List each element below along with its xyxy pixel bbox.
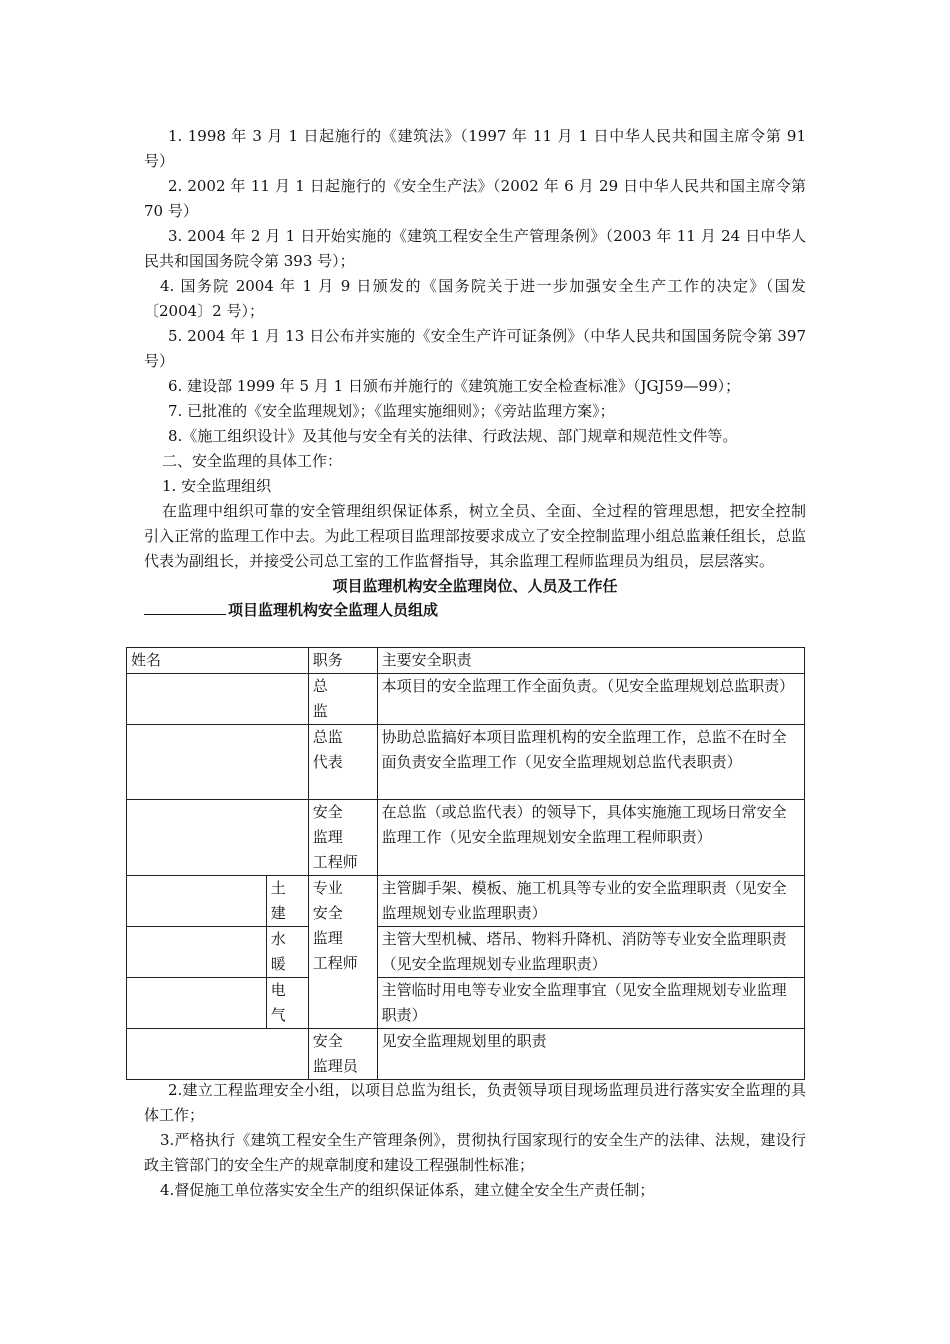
header-name: 姓名: [127, 648, 309, 674]
basis-item-6: 6. 建设部 1999 年 5 月 1 日颁布并施行的《建筑施工安全检查标准》（JGJ59—99）；: [168, 377, 741, 395]
section-heading: 二、安全监理的具体工作：: [162, 452, 343, 470]
work-item-4: 4.督促施工单位落实安全生产的组织保证体系，建立健全安全生产责任制；: [160, 1181, 655, 1199]
post-cell: 总监 代表: [308, 725, 377, 800]
duty-cell: 主管脚手架、模板、施工机具等专业的安全监理职责（见安全监理规划专业监理职责）: [377, 876, 804, 927]
table-title: 项目监理机构安全监理岗位、人员及工作任: [332, 577, 618, 595]
duty-cell: 主管临时用电等专业安全监理事宜（见安全监理规划专业监理职责）: [377, 978, 804, 1029]
duty-cell: 本项目的安全监理工作全面负责。（见安全监理规划总监职责）: [377, 674, 804, 725]
table-row: [127, 1029, 805, 1080]
table-header-row: [127, 648, 805, 674]
staff-table: [126, 647, 805, 1080]
basis-item-3: 3. 2004 年 2 月 1 日开始实施的《建筑工程安全生产管理条例》（2003 年 11 月 24 日中华人民共和国国务院令第 393 号）；: [144, 227, 806, 270]
table-row: [127, 927, 805, 978]
name-cell: [127, 1029, 309, 1080]
basis-item-5: 5. 2004 年 1 月 13 日公布并实施的《安全生产许可证条例》（中华人民共和国国务院令第 397 号）: [144, 327, 806, 370]
header-duty: 主要安全职责: [377, 648, 804, 674]
duty-cell: 协助总监搞好本项目监理机构的安全监理工作，总监不在时全面负责安全监理工作（见安全监理规划总监代表职责）: [377, 725, 804, 800]
specialty-cell: 电 气: [266, 978, 308, 1029]
after-table-text: [144, 1078, 806, 1203]
section-paragraph: 在监理中组织可靠的安全管理组织保证体系，树立全员、全面、全过程的管理思想，把安全控制引入正常的监理工作中去。为此工程项目监理部按要求成立了安全控制监理小组总监兼任组长，总监代表为副组长，并接受公司总工室的工作监督指导，其余监理工程师监理员为组员，层层落实。: [144, 502, 806, 570]
name-cell: [127, 725, 309, 800]
table-subtitle: [144, 599, 806, 621]
table-row: [127, 800, 805, 876]
table-row: [127, 876, 805, 927]
name-cell: [127, 927, 267, 978]
post-cell: 专业 安全 监理 工程师: [308, 876, 377, 1029]
table-row: [127, 978, 805, 1029]
basis-item-7: 7. 已批准的《安全监理规划》；《监理实施细则》；《旁站监理方案》；: [168, 402, 615, 420]
document-body: [144, 124, 806, 621]
section-subheading: 1. 安全监理组织: [162, 477, 272, 495]
name-cell: [127, 674, 309, 725]
table-row: [127, 674, 805, 725]
basis-item-1: 1. 1998 年 3 月 1 日起施行的《建筑法》（1997 年 11 月 1 日中华人民共和国主席令第 91 号）: [144, 127, 806, 170]
work-item-2: 2.建立工程监理安全小组，以项目总监为组长，负责领导项目现场监理员进行落实安全监理的具体工作；: [144, 1081, 806, 1124]
table-row: [127, 725, 805, 800]
name-cell: [127, 876, 267, 927]
basis-item-4: 4. 国务院 2004 年 1 月 9 日颁发的《国务院关于进一步加强安全生产工作的决定》（国发〔2004〕2 号）；: [144, 277, 806, 320]
basis-item-8: 8.《施工组织设计》及其他与安全有关的法律、行政法规、部门规章和规范性文件等。: [168, 427, 738, 445]
post-cell: 总 监: [308, 674, 377, 725]
duty-cell: 见安全监理规划里的职责: [377, 1029, 804, 1080]
header-post: 职务: [308, 648, 377, 674]
specialty-cell: 水 暖: [266, 927, 308, 978]
specialty-cell: 土 建: [266, 876, 308, 927]
duty-cell: 主管大型机械、塔吊、物料升降机、消防等专业安全监理职责（见安全监理规划专业监理职责）: [377, 927, 804, 978]
basis-item-2: 2. 2002 年 11 月 1 日起施行的《安全生产法》（2002 年 6 月 29 日中华人民共和国主席令第 70 号）: [144, 177, 806, 220]
blank-line: [144, 600, 226, 615]
post-cell: 安全 监理员: [308, 1029, 377, 1080]
duty-cell: 在总监（或总监代表）的领导下，具体实施施工现场日常安全监理工作（见安全监理规划安全监理工程师职责）: [377, 800, 804, 876]
table-subtitle-text: 项目监理机构安全监理人员组成: [228, 601, 439, 619]
post-cell: 安全 监理 工程师: [308, 800, 377, 876]
work-item-3: 3.严格执行《建筑工程安全生产管理条例》，贯彻执行国家现行的安全生产的法律、法规，建设行政主管部门的安全生产的规章制度和建设工程强制性标准；: [144, 1131, 806, 1174]
name-cell: [127, 978, 267, 1029]
name-cell: [127, 800, 309, 876]
